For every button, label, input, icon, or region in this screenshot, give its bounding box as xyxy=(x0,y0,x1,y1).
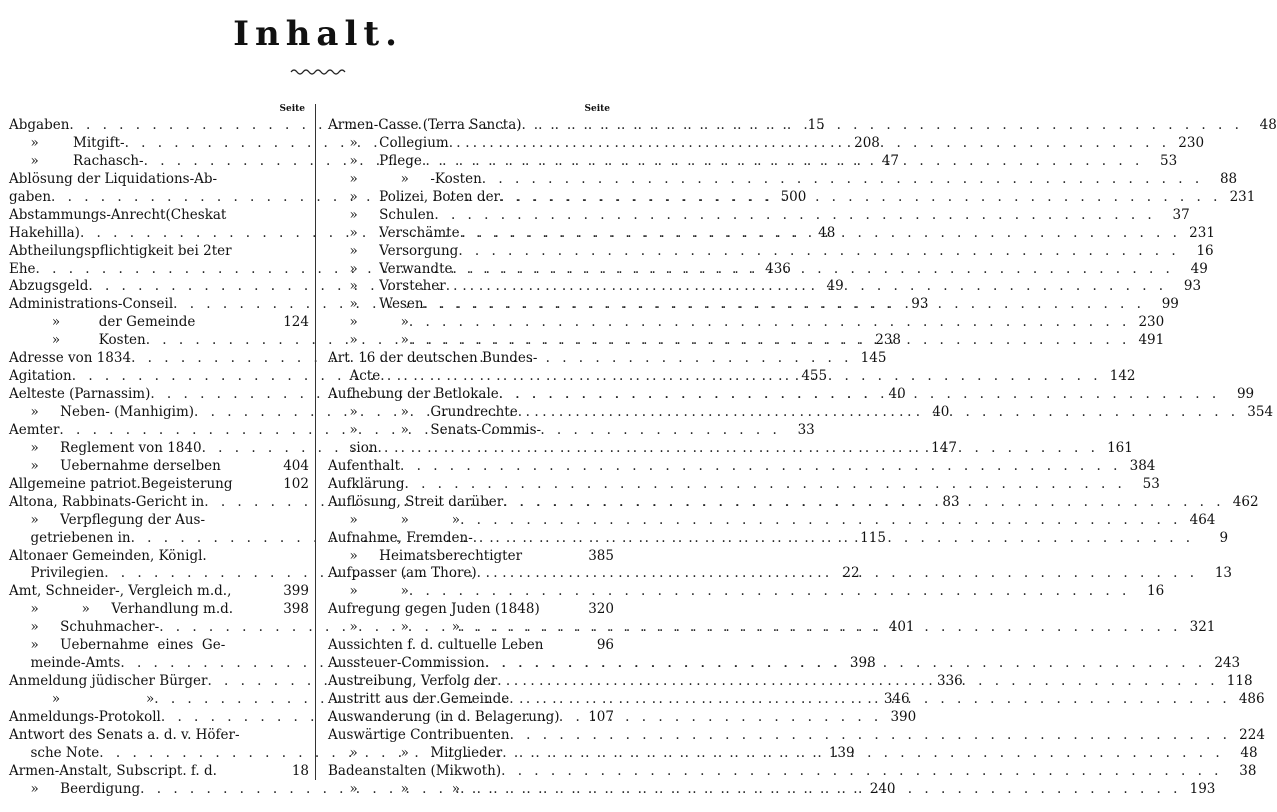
index-entry xyxy=(328,548,614,566)
page-number: 142 xyxy=(1109,368,1136,385)
dot-leader xyxy=(452,261,1173,279)
entry-text: getriebenen in xyxy=(9,529,131,546)
entry-text: Amt, Schneider-, Vergleich m.d., xyxy=(9,583,232,600)
page-number: 230 xyxy=(1138,314,1165,331)
index-entry xyxy=(9,171,309,189)
page-number: 320 xyxy=(588,601,614,618)
entry-text: » Uebernahme eines Ge- xyxy=(9,637,226,654)
page-number: 491 xyxy=(1138,332,1165,349)
page-number: 399 xyxy=(283,583,309,600)
entry-text: » Pflege xyxy=(328,152,422,169)
page-number: 99 xyxy=(1161,296,1179,313)
page-number: 48 xyxy=(818,224,836,241)
entry-text: Aufregung gegen Juden (1848) xyxy=(328,601,540,618)
dot-leader xyxy=(400,458,1121,476)
page-number: 53 xyxy=(1160,152,1178,169)
ornament-divider xyxy=(289,66,347,76)
entry-text: Armen-Anstalt, Subscript. f. d. xyxy=(9,762,217,779)
entry-text: » » » xyxy=(328,780,461,797)
page-number: 102 xyxy=(283,475,309,492)
page-number: 38 xyxy=(1239,762,1257,779)
page-number: 238 xyxy=(875,332,902,349)
entry-text: Altona, Rabbinats-Gericht in xyxy=(9,493,205,510)
page-number: 464 xyxy=(1189,511,1216,528)
dot-leader xyxy=(409,314,1130,332)
page-number: 436 xyxy=(765,260,791,277)
entry-text: Austritt aus der Gemeinde xyxy=(328,691,510,707)
page-number: 13 xyxy=(1214,565,1233,582)
entry-text: Austreibung, Verfolg der xyxy=(328,673,498,690)
dot-leader xyxy=(449,135,1170,153)
entry-text: » Reglement von 1840 xyxy=(9,439,202,456)
index-entry xyxy=(328,709,614,727)
dot-leader xyxy=(473,530,1194,548)
entry-text: sche Note xyxy=(9,744,100,761)
entry-text: Auflösung, Streit darüber xyxy=(328,493,504,510)
index-entry xyxy=(9,763,309,781)
index-entry xyxy=(9,727,309,745)
entry-text: Aussichten f. d. cultuelle Leben xyxy=(328,637,544,654)
page-number: 390 xyxy=(890,708,917,725)
page-number: 354 xyxy=(1247,404,1274,420)
page-number: 384 xyxy=(1129,457,1156,474)
entry-text: Auswanderung (in d. Belagerung) xyxy=(328,708,560,725)
page-number: 88 xyxy=(1219,170,1238,187)
page-number: 455 xyxy=(801,368,828,385)
page-number: 145 xyxy=(860,350,887,367)
entry-text: Adresse von 1834 xyxy=(9,350,132,367)
index-entry xyxy=(328,242,1214,261)
page-number: 93 xyxy=(1183,278,1202,295)
entry-text: » Verschämte xyxy=(328,224,460,241)
page-number: 224 xyxy=(1239,726,1265,743)
entry-text: » » xyxy=(328,314,409,331)
entry-text: » Rachasch- xyxy=(9,152,144,169)
page-number: 22 xyxy=(842,565,860,582)
entry-text: » Verpflegung der Aus- xyxy=(9,511,206,528)
page-number: 243 xyxy=(1214,655,1241,672)
page-number: 37 xyxy=(1172,206,1190,223)
page-number: 230 xyxy=(1178,134,1205,151)
index-entry xyxy=(9,512,309,530)
entry-text: » Neben- (Manhigim) xyxy=(9,404,195,420)
entry-text: Ablösung der Liquidations-Ab- xyxy=(9,170,218,187)
page-number: 99 xyxy=(1236,386,1255,403)
page-number: 346 xyxy=(883,691,910,707)
dot-leader xyxy=(522,117,1243,135)
dot-leader xyxy=(502,745,1223,763)
index-entry xyxy=(9,780,896,799)
entry-text: Privilegien xyxy=(9,565,105,582)
dot-leader xyxy=(422,153,1143,171)
index-entry xyxy=(328,475,1160,494)
entry-text: Ehe xyxy=(9,260,36,277)
index-entry xyxy=(328,726,1265,745)
index-entry xyxy=(9,476,309,494)
page-number: 48 xyxy=(1259,117,1277,133)
index-entry xyxy=(9,548,309,566)
index-entry xyxy=(328,511,1216,530)
entry-text: Auswärtige Contribuenten xyxy=(328,726,510,743)
index-entry xyxy=(328,314,1165,332)
page-number: 231 xyxy=(1229,188,1256,205)
entry-text: Allgemeine patriot.Begeisterung xyxy=(9,475,233,492)
page-number: 53 xyxy=(1142,475,1160,492)
entry-text: » » xyxy=(9,691,155,707)
entry-text: » Schuhmacher- xyxy=(9,619,160,636)
page-number: 161 xyxy=(1107,439,1133,456)
entry-text: » Mitgift- xyxy=(9,134,125,151)
index-entry xyxy=(9,619,915,637)
entry-text: meinde-Amts xyxy=(9,655,121,672)
page-number: 16 xyxy=(1147,583,1165,600)
page-number: 48 xyxy=(1240,744,1258,761)
page-number: 47 xyxy=(881,152,899,169)
entry-text: Antwort des Senats a. d. v. Höfer- xyxy=(9,726,240,743)
index-entry xyxy=(328,762,1257,781)
entry-text: Aelteste (Parnassim) xyxy=(9,386,151,403)
page-title: Inhalt. xyxy=(233,14,403,54)
entry-text: » Heimatsberechtigter xyxy=(328,547,523,564)
dot-leader xyxy=(409,583,1130,601)
page-number: 115 xyxy=(860,529,886,546)
dot-leader xyxy=(460,619,1181,637)
index-entry xyxy=(328,170,1238,189)
index-entry xyxy=(9,583,309,601)
index-entry xyxy=(328,350,614,368)
seite-header-left: Seite xyxy=(279,104,305,114)
page-number: 208 xyxy=(854,134,880,151)
entry-text: Abstammungs-Anrecht(Cheskat xyxy=(9,206,227,223)
page-number: 147 xyxy=(931,439,957,456)
entry-text: » Beerdigung xyxy=(9,780,141,797)
page-number: 49 xyxy=(1190,260,1208,277)
dot-leader xyxy=(460,512,1181,530)
page-number: 193 xyxy=(1189,780,1216,797)
index-entry xyxy=(9,314,309,332)
page-number: 404 xyxy=(283,457,309,474)
entry-text: Anmeldungs-Protokoll xyxy=(9,708,161,725)
dot-leader xyxy=(446,278,1167,296)
index-entry xyxy=(9,601,309,619)
dot-leader xyxy=(503,494,1224,512)
page-number: 486 xyxy=(1238,691,1265,707)
page-number: 33 xyxy=(797,421,815,438)
dot-leader xyxy=(460,225,1181,243)
seite-header-right: Seite xyxy=(584,104,610,114)
entry-text: » » -Kosten xyxy=(328,170,482,187)
entry-text: » Collegium xyxy=(328,134,449,151)
index-entry xyxy=(328,637,614,655)
entry-text: Abgaben xyxy=(9,117,70,133)
entry-text: Aussteuer-Commission xyxy=(328,655,485,672)
entry-text: Aufpasser (am Thore) xyxy=(328,565,477,582)
entry-text: » Vorsteher xyxy=(328,278,446,295)
entry-text: » Uebernahme derselben xyxy=(9,457,221,474)
page-number: 462 xyxy=(1232,493,1259,510)
page-number: 124 xyxy=(283,314,309,331)
page-number: 385 xyxy=(588,547,614,564)
index-entry xyxy=(328,422,614,440)
page-number: 500 xyxy=(780,188,807,205)
entry-text: » Verwandte xyxy=(328,260,453,277)
page-number: 18 xyxy=(291,762,309,779)
entry-text: Hakehilla) xyxy=(9,224,80,241)
entry-text: Abtheilungspflichtigkeit bei 2ter xyxy=(9,242,232,259)
page-number: 231 xyxy=(1189,224,1215,241)
entry-text: Aufhebung der Betlokale xyxy=(328,386,499,403)
page-number: 15 xyxy=(807,117,825,133)
entry-text: Aufnahme, Fremden- xyxy=(328,529,473,546)
entry-text: Badeanstalten (Mikwoth) xyxy=(328,762,502,779)
page-number: 107 xyxy=(588,708,614,725)
entry-text: » der Gemeinde xyxy=(9,314,196,331)
index-entry xyxy=(9,332,902,350)
entry-text: Armen-Casse (Terra Sancta) xyxy=(328,117,522,133)
dot-leader xyxy=(497,673,1218,691)
index-entry xyxy=(328,457,1156,476)
page-number: 96 xyxy=(596,637,614,654)
entry-text: » Kosten xyxy=(9,332,146,349)
entry-text: Anmeldung jüdischer Bürger xyxy=(9,673,208,690)
dot-leader xyxy=(500,189,1221,207)
page-number: 93 xyxy=(911,296,929,313)
entry-text: gaben xyxy=(9,188,52,205)
entry-text: Aufklärung xyxy=(328,475,405,492)
column-divider xyxy=(315,104,316,780)
page-number: 401 xyxy=(888,619,915,636)
dot-leader xyxy=(501,763,1222,781)
entry-text: » » xyxy=(328,332,409,349)
entry-text: Acte xyxy=(328,368,381,385)
entry-text: Administrations-Conseil xyxy=(9,296,174,313)
entry-text: » Schulen xyxy=(328,206,435,223)
dot-leader xyxy=(380,368,1101,386)
page-number: 49 xyxy=(826,278,844,295)
entry-text: » » Mitglieder xyxy=(328,744,503,761)
entry-text: Altonaer Gemeinden, Königl. xyxy=(9,547,207,564)
page-number: 83 xyxy=(942,493,960,510)
index-entry xyxy=(328,583,1165,601)
page-number: 398 xyxy=(283,601,309,618)
page-number: 336 xyxy=(937,673,963,690)
index-entry xyxy=(9,243,309,261)
dot-leader xyxy=(460,781,1181,799)
dot-leader xyxy=(477,565,1198,583)
page-number: 9 xyxy=(1219,529,1229,546)
dot-leader xyxy=(409,332,1130,350)
index-entry xyxy=(9,207,309,225)
entry-text: Agitation xyxy=(9,368,72,385)
page-number: 40 xyxy=(932,404,950,420)
entry-text: » » Verhandlung m.d. xyxy=(9,601,234,618)
dot-leader xyxy=(404,476,1125,494)
entry-text: » » xyxy=(328,583,409,600)
page-number: 321 xyxy=(1189,619,1216,636)
page-number: 118 xyxy=(1226,673,1253,690)
page-number: 240 xyxy=(869,780,896,797)
entry-text: » » Grundrechte xyxy=(328,404,518,420)
page-number: 40 xyxy=(888,386,906,403)
page-number: 16 xyxy=(1196,242,1214,259)
dot-leader xyxy=(482,171,1203,189)
dot-leader xyxy=(378,440,1099,458)
dot-leader xyxy=(509,691,1230,709)
index-entry xyxy=(328,601,614,619)
index-entry xyxy=(328,206,1190,225)
dot-leader xyxy=(458,243,1179,261)
entry-text: sion xyxy=(328,439,378,456)
entry-text: » » » xyxy=(328,619,461,636)
entry-text: » » Senats-Commis- xyxy=(328,421,542,438)
entry-text: » Versorgung xyxy=(328,242,459,259)
entry-text: » » » xyxy=(328,511,461,528)
dot-leader xyxy=(518,404,1239,422)
entry-text: Art. 16 der deutschen Bundes- xyxy=(328,350,538,367)
entry-text: » Wesen xyxy=(328,296,424,313)
entry-text: » Polizei, Boten der xyxy=(328,188,501,205)
dot-leader xyxy=(434,207,1155,225)
page-number: 398 xyxy=(849,655,876,672)
dot-leader xyxy=(485,655,1206,673)
entry-text: Aemter xyxy=(9,421,60,438)
index-entry xyxy=(9,637,309,655)
dot-leader xyxy=(424,296,1145,314)
page-number: 139 xyxy=(828,744,855,761)
entry-text: Aufenthalt xyxy=(328,457,401,474)
dot-leader xyxy=(510,727,1231,745)
entry-text: Abzugsgeld xyxy=(9,278,89,295)
dot-leader xyxy=(499,386,1220,404)
index-entry xyxy=(9,458,309,476)
